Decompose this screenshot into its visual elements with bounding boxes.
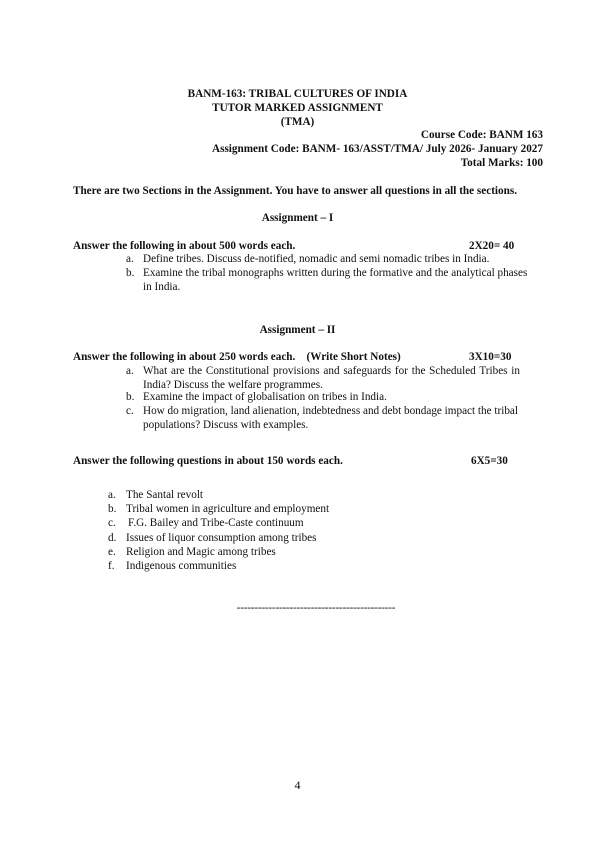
list-item-label: d.	[108, 532, 117, 544]
list-item: Tribal women in agriculture and employment	[126, 503, 330, 515]
list-item-label: a.	[108, 489, 116, 501]
list-item-label: c.	[126, 405, 134, 417]
tma-abbrev: (TMA)	[280, 116, 315, 128]
list-item-label: b.	[108, 503, 117, 515]
section1-title: Assignment – I	[261, 212, 334, 224]
assignment-code: Assignment Code: BANM- 163/ASST/TMA/ July 2026- January 2027	[212, 143, 543, 155]
list-item: The Santal revolt	[126, 489, 204, 501]
page-number: 4	[294, 778, 301, 792]
instructions: There are two Sections in the Assignment. You have to answer all questions in all the sections.	[73, 185, 517, 197]
section2-title: Assignment – II	[259, 324, 336, 336]
tma-heading: TUTOR MARKED ASSIGNMENT	[212, 102, 383, 114]
course-code: Course Code: BANM 163	[420, 129, 543, 141]
list-item-label: a.	[126, 365, 134, 377]
section2-prompt-row	[73, 350, 543, 364]
section3-marks: 6X5=30	[471, 455, 508, 467]
list-item: Examine the impact of globalisation on tribes in India.	[143, 391, 387, 403]
section2-marks: 3X10=30	[469, 351, 512, 363]
section2-prompt: Answer the following in about 250 words each. (Write Short Notes)	[73, 351, 401, 363]
section1-prompt-row	[73, 239, 543, 253]
section1-prompt: Answer the following in about 500 words each.	[73, 240, 296, 252]
list-item-label: e.	[108, 546, 116, 558]
section3-prompt: Answer the following questions in about 150 words each.	[73, 455, 343, 467]
list-item-label: b.	[126, 267, 135, 279]
list-item-label: c.	[108, 517, 116, 529]
list-item: F.G. Bailey and Tribe-Caste continuum	[128, 517, 304, 529]
total-marks: Total Marks: 100	[460, 157, 543, 169]
list-item: How do migration, land alienation, indebtedness and debt bondage impact the tribal populations? Discuss with examples.	[143, 405, 518, 431]
list-item-label: b.	[126, 391, 135, 403]
list-item: What are the Constitutional provisions and safeguards for the Scheduled Tribes in India? Discuss the welfare programmes.	[143, 365, 520, 391]
list-item: Define tribes. Discuss de-notified, nomadic and semi nomadic tribes in India.	[143, 253, 490, 265]
section3-prompt-row	[73, 454, 543, 468]
list-item: Indigenous communities	[126, 560, 237, 572]
list-item-label: f.	[108, 560, 115, 572]
list-item-label: a.	[126, 253, 134, 265]
course-title: BANM-163: TRIBAL CULTURES OF INDIA	[187, 88, 408, 100]
list-item: Examine the tribal monographs written during the formative and the analytical phases in India.	[143, 267, 528, 293]
list-item: Religion and Magic among tribes	[126, 546, 276, 558]
section1-marks: 2X20= 40	[469, 240, 515, 252]
divider-line: ---------------------------------------------	[236, 602, 396, 614]
list-item: Issues of liquor consumption among tribes	[126, 532, 317, 544]
